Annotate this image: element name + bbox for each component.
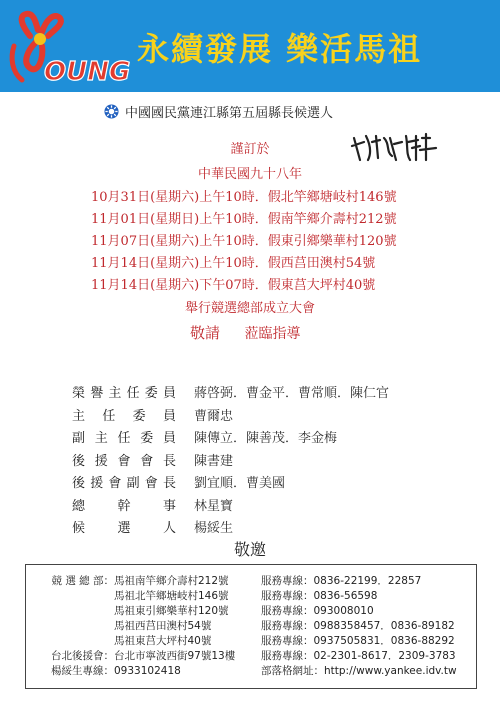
contact-label: 台北後援會： — [51, 650, 114, 662]
kmt-emblem-icon — [104, 104, 119, 119]
committee-row — [72, 427, 389, 450]
candidate-signature — [350, 130, 442, 164]
committee-names: 蔣啓弼．曹金平．曹常順．陳仁官 — [194, 386, 390, 401]
committee-names: 曹爾忠 — [194, 408, 234, 424]
contact-row — [31, 573, 457, 588]
intro-text: 謹訂於 — [230, 142, 270, 157]
event-line: 11月07日(星期六)上午10時．假東引鄉樂華村120號 — [91, 234, 397, 249]
committee-names: 陳書建 — [194, 453, 234, 469]
contact-label — [31, 633, 114, 648]
party-text: 中國國民黨連江縣第五屆縣長候選人 — [125, 106, 334, 121]
contact-phone: 服務專線：0988358457．0836-89182 — [261, 620, 455, 632]
contact-address: 台北市寧波西街97號13樓 — [114, 650, 236, 662]
blog-link[interactable]: 部落格網址：http://www.yankee.idv.tw — [261, 665, 457, 677]
committee-role: 後援會會長 — [72, 453, 176, 469]
committee-names: 劉宜順．曹美國 — [194, 476, 286, 491]
committee-row — [72, 450, 389, 473]
contact-box — [25, 564, 477, 689]
contact-address: 馬祖西莒田澳村54號 — [114, 620, 212, 632]
assembly-text: 舉行競選總部成立大會 — [184, 301, 315, 316]
invitation — [190, 322, 300, 343]
logo-text: OUNG — [44, 57, 131, 86]
contact-row — [31, 663, 457, 678]
contact-label: 楊綏生專線： — [51, 665, 114, 677]
invite-respectfully: 敬請 — [190, 324, 221, 342]
contact-phone: 服務專線：0937505831．0836-88292 — [261, 635, 455, 647]
slogan: 永續發展 樂活馬祖 — [137, 30, 423, 68]
committee-row — [72, 472, 389, 495]
event-line: 11月14日(星期六)下午07時．假東莒大坪村40號 — [91, 278, 376, 293]
contact-row — [31, 648, 457, 663]
committee-names: 陳傳立．陳善茂．李金梅 — [194, 431, 338, 446]
committee-row — [72, 405, 389, 428]
contact-label: 競 選 總 部： — [51, 575, 114, 587]
event-line: 11月01日(星期日)上午10時．假南竿鄉介壽村212號 — [91, 212, 397, 227]
contact-phone: 服務專線：0836-56598 — [261, 590, 378, 602]
contact-row — [31, 588, 457, 603]
committee-role: 副主任委員 — [72, 431, 176, 446]
committee-names: 楊綏生 — [194, 521, 234, 536]
contact-row — [31, 618, 457, 633]
contact-address: 馬祖北竿鄉塘岐村146號 — [114, 590, 229, 602]
event-line: 11月14日(星期六)上午10時．假西莒田澳村54號 — [91, 256, 376, 271]
year-text: 中華民國九十八年 — [197, 167, 302, 182]
contact-phone: 服務專線：02-2301-8617．2309-3783 — [261, 650, 456, 662]
contact-label — [31, 618, 114, 633]
committee-row — [72, 382, 389, 405]
committee-role: 候選人 — [72, 521, 176, 536]
committee-role: 後援會副會長 — [72, 476, 176, 491]
contact-row — [31, 633, 457, 648]
committee-role: 榮譽主任委員 — [72, 386, 176, 401]
header-banner — [0, 0, 500, 92]
committee-row — [72, 495, 389, 518]
contact-row — [31, 603, 457, 618]
contact-phone: 服務專線：093008010 — [261, 605, 374, 617]
young-logo — [8, 6, 133, 86]
contact-label — [31, 588, 114, 603]
committee-role: 總幹事 — [72, 498, 176, 514]
closing-text: 敬邀 — [233, 540, 266, 559]
committee-names: 林星寶 — [194, 498, 234, 514]
event-line: 10月31日(星期六)上午10時．假北竿鄉塘岐村146號 — [91, 190, 397, 205]
contact-address: 馬祖東莒大坪村40號 — [114, 635, 212, 647]
contact-phone: 服務專線：0836-22199．22857 — [261, 575, 422, 587]
contact-label — [31, 603, 114, 618]
contact-table — [31, 573, 457, 678]
contact-address: 馬祖東引鄉樂華村120號 — [114, 605, 229, 617]
contact-address: 0933102418 — [114, 664, 181, 677]
committee-list — [72, 382, 389, 540]
contact-address: 馬祖南竿鄉介壽村212號 — [114, 575, 229, 587]
invite-guidance: 蒞臨指導 — [244, 326, 301, 342]
committee-role: 主任委員 — [72, 408, 176, 424]
party-line — [104, 102, 333, 121]
